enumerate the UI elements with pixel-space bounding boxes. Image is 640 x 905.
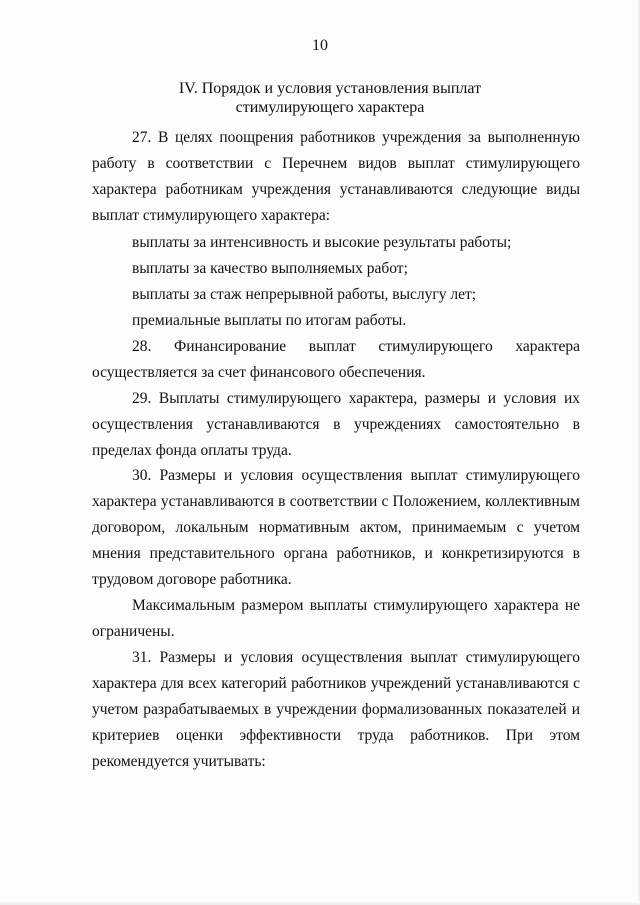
list-item: премиальные выплаты по итогам работы.: [132, 312, 407, 329]
paragraph-31: 31. Размеры и условия осуществления выплат стимулирующего характера для всех категорий работников учреждений устанавливаются с учетом разрабатываемых в учреждении формализованных показателей и критериев оценки эффективности труда работников. При этом рекомендуется учитывать:: [92, 649, 580, 770]
paragraph-30: 30. Размеры и условия осуществления выплат стимулирующего характера устанавливаются в соответствии с Положением, коллективным договором, локальным нормативным актом, принимаемым с учетом мнения представительного органа работников, и конкретизируются в трудовом договоре работника.: [92, 467, 580, 588]
list-item: выплаты за качество выполняемых работ;: [132, 260, 408, 277]
page-bottom-shadow: [0, 901, 640, 905]
page-number: 10: [312, 37, 328, 54]
paragraph-29: 29. Выплаты стимулирующего характера, размеры и условия их осуществления устанавливаются в учреждениях самостоятельно в пределах фонда оплаты труда.: [92, 390, 580, 459]
list-item: выплаты за интенсивность и высокие результаты работы;: [132, 234, 512, 251]
section-heading-line2: стимулирующего характера: [235, 99, 425, 116]
list-item: выплаты за стаж непрерывной работы, выслугу лет;: [132, 286, 477, 303]
section-heading-line1: IV. Порядок и условия установления выплат: [178, 80, 482, 97]
paragraph-28: 28. Финансирование выплат стимулирующего характера осуществляется за счет финансового обеспечения.: [92, 338, 580, 381]
paragraph-27: 27. В целях поощрения работников учреждения за выполненную работу в соответствии с Перечнем видов выплат стимулирующего характера работникам учреждения устанавливаются следующие виды выплат стимулирующего характера:: [92, 129, 580, 224]
section-heading: [0, 79, 640, 117]
paragraph-max-size: Максимальным размером выплаты стимулирующего характера не ограничены.: [92, 597, 580, 640]
